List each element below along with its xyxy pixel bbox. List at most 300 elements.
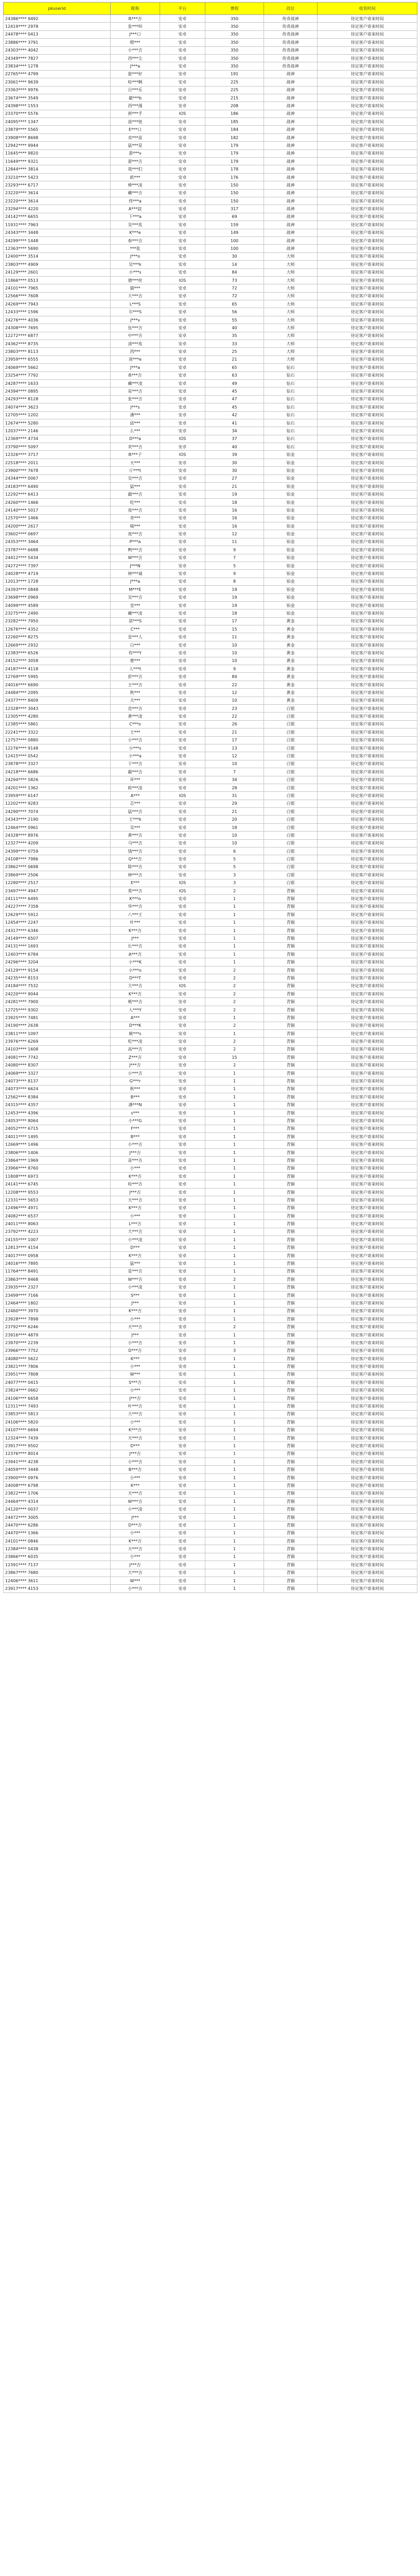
cell-receive-time: 待定客户寄来时间: [318, 570, 417, 578]
cell-receive-time: 待定客户寄来时间: [318, 720, 417, 728]
cell-rank: 青铜: [264, 1529, 318, 1537]
cell-pkuserid: 12326**** 3717: [4, 451, 111, 459]
cell-platform: 安卓: [160, 1109, 205, 1116]
cell-points: 186: [205, 110, 264, 117]
cell-receive-time: 待定客户寄来时间: [318, 887, 417, 894]
cell-pkuserid: 24052**** 6715: [4, 1125, 111, 1132]
cell-platform: 安卓: [160, 1434, 205, 1442]
cell-points: 1: [205, 1569, 264, 1577]
cell-receive-time: 待定客户寄来时间: [318, 1331, 417, 1338]
cell-platform: 安卓: [160, 1379, 205, 1386]
cell-platform: 安卓: [160, 514, 205, 522]
cell-points: 208: [205, 102, 264, 110]
cell-points: 2: [205, 1045, 264, 1053]
cell-receive-time: 待定客户寄来时间: [318, 451, 417, 459]
cell-platform: 安卓: [160, 720, 205, 728]
cell-rank: 白银: [264, 736, 318, 744]
cell-rank: 青铜: [264, 1394, 318, 1402]
cell-receive-time: 待定客户寄来时间: [318, 594, 417, 601]
cell-rank: 白银: [264, 768, 318, 776]
cell-platform: 安卓: [160, 54, 205, 62]
table-row: [4, 839, 417, 847]
cell-platform: 安卓: [160, 1355, 205, 1363]
cell-points: 10: [205, 760, 264, 768]
cell-receive-time: 待定客户寄来时间: [318, 261, 417, 268]
cell-points: 1: [205, 1498, 264, 1505]
cell-receive-time: 待定客户寄来时间: [318, 760, 417, 768]
cell-pkuserid: 24272**** 7397: [4, 562, 111, 569]
cell-platform: 安卓: [160, 1196, 205, 1204]
cell-nickname: 华***吉: [111, 903, 160, 910]
cell-nickname: 范***吉: [111, 704, 160, 712]
cell-rank: 青铜: [264, 1085, 318, 1093]
cell-platform: 安卓: [160, 1410, 205, 1418]
cell-rank: 青铜: [264, 1173, 318, 1180]
cell-nickname: ẞ***子: [111, 451, 160, 459]
cell-nickname: 欧***凌: [111, 784, 160, 791]
cell-nickname: 猛***: [111, 483, 160, 490]
cell-pkuserid: 23941**** 4238: [4, 1458, 111, 1466]
table-row: [4, 1466, 417, 1473]
cell-pkuserid: 23878**** 3327: [4, 760, 111, 768]
cell-rank: 青铜: [264, 1204, 318, 1212]
cell-rank: 战神: [264, 158, 318, 165]
cell-pkuserid: 12376**** 8014: [4, 1450, 111, 1458]
cell-points: 12: [205, 689, 264, 697]
cell-receive-time: 待定客户寄来时间: [318, 189, 417, 197]
cell-pkuserid: 12406**** 3611: [4, 1577, 111, 1584]
cell-pkuserid: 24293**** 8128: [4, 395, 111, 403]
cell-nickname: 藏***吉: [111, 189, 160, 197]
table-row: [4, 1069, 417, 1077]
table-row: [4, 1014, 417, 1022]
cell-nickname: 黄***凌: [111, 713, 160, 720]
table-row: [4, 863, 417, 871]
cell-rank: 白银: [264, 816, 318, 823]
cell-nickname: 小***K: [111, 958, 160, 966]
cell-receive-time: 待定客户寄来时间: [318, 1498, 417, 1505]
cell-points: 179: [205, 142, 264, 149]
cell-platform: 安卓: [160, 1093, 205, 1101]
cell-nickname: D***a: [111, 435, 160, 443]
cell-points: 55: [205, 316, 264, 324]
table-row: [4, 776, 417, 784]
cell-receive-time: 待定客户寄来时间: [318, 498, 417, 506]
cell-receive-time: 待定客户寄来时间: [318, 704, 417, 712]
cell-pkuserid: 23970**** 2239: [4, 1339, 111, 1347]
cell-platform: 安卓: [160, 1188, 205, 1196]
table-row: [4, 1482, 417, 1489]
cell-receive-time: 待定客户寄来时间: [318, 1014, 417, 1022]
table-row: [4, 1077, 417, 1085]
cell-platform: 安卓: [160, 189, 205, 197]
cell-pkuserid: 12369**** 4734: [4, 435, 111, 443]
cell-platform: 安卓: [160, 1585, 205, 1592]
cell-nickname: 霸***吉: [111, 768, 160, 776]
cell-rank: 大师: [264, 340, 318, 348]
cell-points: 5: [205, 562, 264, 569]
table-row: [4, 1323, 417, 1331]
cell-receive-time: 待定客户寄来时间: [318, 1276, 417, 1283]
table-row: [4, 70, 417, 78]
table-row: [4, 1363, 417, 1370]
cell-nickname: C***o: [111, 720, 160, 728]
cell-platform: 安卓: [160, 1505, 205, 1513]
cell-nickname: 八***王: [111, 911, 160, 919]
cell-platform: 安卓: [160, 784, 205, 791]
cell-pkuserid: 12562**** 8384: [4, 1093, 111, 1101]
cell-points: 22: [205, 713, 264, 720]
cell-receive-time: 待定客户寄来时间: [318, 800, 417, 807]
cell-rank: 钻石: [264, 403, 318, 411]
cell-nickname: 你***Y: [111, 649, 160, 657]
table-row: [4, 245, 417, 252]
cell-rank: 青铜: [264, 1426, 318, 1434]
table-row: [4, 419, 417, 427]
cell-receive-time: 待定客户寄来时间: [318, 1006, 417, 1013]
table-row: [4, 1085, 417, 1093]
cell-platform: 安卓: [160, 1022, 205, 1029]
cell-platform: 安卓: [160, 467, 205, 474]
cell-rank: 传奇战神: [264, 30, 318, 38]
cell-platform: IOS: [160, 879, 205, 887]
cell-points: 1: [205, 1148, 264, 1156]
cell-points: 350: [205, 15, 264, 23]
cell-nickname: J***a: [111, 364, 160, 371]
cell-points: 1: [205, 1577, 264, 1584]
table-row: [4, 578, 417, 585]
cell-points: 1: [205, 926, 264, 934]
cell-platform: 安卓: [160, 1450, 205, 1458]
cell-pkuserid: 12453**** 4396: [4, 1109, 111, 1116]
cell-pkuserid: 24362**** 8735: [4, 340, 111, 348]
cell-points: 1: [205, 1331, 264, 1338]
cell-receive-time: 待定客户寄来时间: [318, 546, 417, 554]
cell-receive-time: 待定客户寄来时间: [318, 982, 417, 990]
table-row: [4, 1276, 417, 1283]
table-row: [4, 594, 417, 601]
cell-pkuserid: 12769**** 5995: [4, 673, 111, 681]
cell-platform: 安卓: [160, 1569, 205, 1577]
table-row: [4, 308, 417, 316]
cell-nickname: 黄***吉: [111, 832, 160, 839]
cell-receive-time: 待定客户寄来时间: [318, 649, 417, 657]
cell-points: 225: [205, 86, 264, 94]
cell-pkuserid: 24069**** 3327: [4, 1069, 111, 1077]
cell-nickname: P***a: [111, 538, 160, 546]
cell-nickname: F***: [111, 1125, 160, 1132]
cell-nickname: 藏***凌: [111, 379, 160, 387]
table-row: [4, 1196, 417, 1204]
cell-rank: 黄金: [264, 649, 318, 657]
cell-rank: 战神: [264, 70, 318, 78]
table-row: [4, 1141, 417, 1148]
cell-nickname: J***: [111, 1331, 160, 1338]
cell-receive-time: 待定客户寄来时间: [318, 1545, 417, 1553]
table-row: [4, 86, 417, 94]
cell-pkuserid: 23863**** 8468: [4, 1276, 111, 1283]
table-row: [4, 1260, 417, 1267]
cell-points: 150: [205, 181, 264, 189]
cell-points: 19: [205, 601, 264, 609]
cell-receive-time: 待定客户寄来时间: [318, 1307, 417, 1315]
cell-platform: 安卓: [160, 673, 205, 681]
cell-rank: 战神: [264, 102, 318, 110]
table-row: [4, 133, 417, 141]
cell-platform: 安卓: [160, 1117, 205, 1125]
cell-platform: 安卓: [160, 601, 205, 609]
cell-rank: 黄金: [264, 625, 318, 633]
cell-points: 100: [205, 236, 264, 244]
cell-points: 27: [205, 474, 264, 482]
table-row: [4, 562, 417, 569]
cell-pkuserid: 23867**** 7680: [4, 1569, 111, 1577]
table-row: [4, 1267, 417, 1275]
cell-receive-time: 待定客户寄来时间: [318, 395, 417, 403]
cell-pkuserid: 24349**** 7827: [4, 54, 111, 62]
table-row: [4, 736, 417, 744]
cell-pkuserid: 23254**** 7792: [4, 371, 111, 379]
cell-rank: 青铜: [264, 1267, 318, 1275]
cell-platform: 安卓: [160, 855, 205, 863]
cell-pkuserid: 23976**** 6269: [4, 1038, 111, 1045]
cell-receive-time: 待定客户寄来时间: [318, 514, 417, 522]
cell-nickname: 天***吉: [111, 1545, 160, 1553]
table-row: [4, 110, 417, 117]
cell-platform: 安卓: [160, 863, 205, 871]
cell-receive-time: 待定客户寄来时间: [318, 1553, 417, 1561]
cell-receive-time: 待定客户寄来时间: [318, 443, 417, 451]
cell-nickname: 小***s: [111, 744, 160, 752]
cell-rank: 战神: [264, 149, 318, 157]
cell-rank: 大师: [264, 316, 318, 324]
cell-nickname: 嗯***: [111, 39, 160, 46]
table-row: [4, 1347, 417, 1354]
table-row: [4, 1212, 417, 1219]
table-row: [4, 641, 417, 649]
cell-rank: 青铜: [264, 1299, 318, 1307]
cell-nickname: 彭***吉: [111, 673, 160, 681]
cell-nickname: 小***: [111, 1212, 160, 1219]
cell-rank: 青铜: [264, 1561, 318, 1569]
cell-points: 1: [205, 1212, 264, 1219]
cell-rank: 青铜: [264, 1577, 318, 1584]
cell-nickname: J***: [111, 1299, 160, 1307]
cell-nickname: 星***人: [111, 633, 160, 641]
cell-platform: 安卓: [160, 1545, 205, 1553]
cell-rank: 青铜: [264, 1236, 318, 1244]
cell-platform: 安卓: [160, 1173, 205, 1180]
cell-nickname: 大***吉: [111, 1410, 160, 1418]
cell-receive-time: 待定客户寄来时间: [318, 586, 417, 594]
cell-points: 1: [205, 1402, 264, 1410]
table-row: [4, 1505, 417, 1513]
cell-nickname: L***S: [111, 300, 160, 308]
table-row: [4, 1173, 417, 1180]
table-row: [4, 633, 417, 641]
header-pkuserid: pkuserid: [4, 3, 111, 15]
cell-pkuserid: 24294**** 5826: [4, 776, 111, 784]
cell-platform: 安卓: [160, 911, 205, 919]
cell-points: 72: [205, 284, 264, 292]
table-row: [4, 292, 417, 300]
cell-points: 65: [205, 300, 264, 308]
cell-rank: 青铜: [264, 1307, 318, 1315]
cell-nickname: S***: [111, 1291, 160, 1299]
cell-platform: 安卓: [160, 641, 205, 649]
cell-nickname: J***吉: [111, 1450, 160, 1458]
cell-points: 21: [205, 483, 264, 490]
table-row: [4, 23, 417, 30]
cell-points: 17: [205, 617, 264, 625]
cell-platform: 安卓: [160, 118, 205, 126]
cell-points: 37: [205, 435, 264, 443]
cell-receive-time: 待定客户寄来时间: [318, 1450, 417, 1458]
cell-rank: 钻石: [264, 435, 318, 443]
cell-rank: 青铜: [264, 1450, 318, 1458]
table-row: [4, 1561, 417, 1569]
cell-pkuserid: 24152**** 3058: [4, 657, 111, 665]
table-row: [4, 974, 417, 982]
table-row: [4, 1291, 417, 1299]
table-row: [4, 1045, 417, 1053]
cell-platform: 安卓: [160, 752, 205, 760]
cell-points: 1: [205, 1450, 264, 1458]
cell-points: 1: [205, 1585, 264, 1592]
cell-points: 1: [205, 1030, 264, 1038]
cell-rank: 黄金: [264, 681, 318, 688]
cell-pkuserid: 23811**** 1097: [4, 1030, 111, 1038]
cell-platform: 安卓: [160, 1426, 205, 1434]
cell-rank: 大师: [264, 332, 318, 340]
cell-nickname: 小***: [111, 1473, 160, 1481]
cell-receive-time: 待定客户寄来时间: [318, 848, 417, 855]
cell-rank: 青铜: [264, 1212, 318, 1219]
table-row: [4, 657, 417, 665]
cell-pkuserid: 24059**** 3448: [4, 1466, 111, 1473]
cell-rank: 战神: [264, 229, 318, 236]
cell-platform: IOS: [160, 792, 205, 800]
cell-nickname: 潘***N: [111, 1101, 160, 1109]
cell-platform: IOS: [160, 110, 205, 117]
cell-points: 1: [205, 958, 264, 966]
table-row: [4, 1577, 417, 1584]
cell-receive-time: 待定客户寄来时间: [318, 990, 417, 998]
cell-pkuserid: 24074**** 3623: [4, 403, 111, 411]
cell-rank: 大师: [264, 308, 318, 316]
cell-nickname: 欢***吉: [111, 443, 160, 451]
cell-points: 10: [205, 641, 264, 649]
cell-pkuserid: 24290**** 7074: [4, 808, 111, 816]
cell-nickname: 曹***: [111, 657, 160, 665]
cell-nickname: 张***吉: [111, 395, 160, 403]
cell-pkuserid: 11931**** 7963: [4, 221, 111, 229]
table-row: [4, 649, 417, 657]
cell-platform: 安卓: [160, 1228, 205, 1235]
cell-pkuserid: 23853**** 5813: [4, 1410, 111, 1418]
cell-rank: 青铜: [264, 1537, 318, 1545]
table-row: [4, 94, 417, 101]
cell-nickname: K***吉: [111, 1307, 160, 1315]
cell-points: 40: [205, 443, 264, 451]
cell-rank: 青铜: [264, 1276, 318, 1283]
cell-receive-time: 待定客户寄来时间: [318, 538, 417, 546]
cell-platform: 安卓: [160, 1244, 205, 1251]
cell-points: 6: [205, 848, 264, 855]
cell-points: 2: [205, 998, 264, 1006]
cell-nickname: 于***吉: [111, 760, 160, 768]
cell-platform: 安卓: [160, 213, 205, 221]
cell-receive-time: 待定客户寄来时间: [318, 1148, 417, 1156]
table-row: [4, 895, 417, 903]
cell-points: 1: [205, 1133, 264, 1141]
cell-nickname: K***: [111, 1355, 160, 1363]
cell-points: 13: [205, 744, 264, 752]
cell-nickname: 大***吉: [111, 982, 160, 990]
cell-platform: 安卓: [160, 1148, 205, 1156]
cell-nickname: K***吉: [111, 1204, 160, 1212]
cell-platform: 安卓: [160, 832, 205, 839]
table-row: [4, 784, 417, 791]
cell-points: 18: [205, 823, 264, 831]
cell-platform: 安卓: [160, 713, 205, 720]
cell-platform: 安卓: [160, 94, 205, 101]
cell-receive-time: 待定客户寄来时间: [318, 1489, 417, 1497]
cell-platform: 安卓: [160, 205, 205, 213]
cell-pkuserid: 24343**** 2190: [4, 816, 111, 823]
cell-points: 2: [205, 1061, 264, 1069]
cell-receive-time: 待定客户寄来时间: [318, 879, 417, 887]
cell-receive-time: 待定客户寄来时间: [318, 1283, 417, 1291]
cell-platform: 安卓: [160, 919, 205, 926]
cell-points: 1: [205, 1236, 264, 1244]
cell-rank: 白银: [264, 728, 318, 736]
cell-points: 84: [205, 268, 264, 276]
cell-platform: 安卓: [160, 839, 205, 847]
cell-pkuserid: 24220**** 9044: [4, 990, 111, 998]
cell-pkuserid: 23787**** 6688: [4, 546, 111, 554]
cell-rank: 青铜: [264, 1045, 318, 1053]
cell-pkuserid: 24287**** 1633: [4, 379, 111, 387]
cell-points: 47: [205, 395, 264, 403]
cell-pkuserid: 23061**** 9639: [4, 78, 111, 86]
table-row: [4, 498, 417, 506]
cell-receive-time: 待定客户寄来时间: [318, 86, 417, 94]
cell-pkuserid: 12276**** 9148: [4, 744, 111, 752]
cell-points: 73: [205, 276, 264, 284]
cell-points: 1: [205, 1553, 264, 1561]
cell-points: 1: [205, 1117, 264, 1125]
cell-rank: 传奇战神: [264, 46, 318, 54]
cell-pkuserid: 24412**** 5434: [4, 554, 111, 562]
cell-rank: 青铜: [264, 1006, 318, 1013]
cell-nickname: 邱***: [111, 419, 160, 427]
cell-receive-time: 待定客户寄来时间: [318, 23, 417, 30]
cell-pkuserid: 24472**** 3005: [4, 1513, 111, 1521]
cell-receive-time: 待定客户寄来时间: [318, 657, 417, 665]
cell-platform: 安卓: [160, 308, 205, 316]
cell-rank: 铂金: [264, 483, 318, 490]
cell-platform: 安卓: [160, 490, 205, 498]
cell-platform: 安卓: [160, 1125, 205, 1132]
table-row: [4, 1394, 417, 1402]
cell-receive-time: 待定客户寄来时间: [318, 1339, 417, 1347]
cell-nickname: 小***: [111, 1386, 160, 1394]
cell-points: 21: [205, 355, 264, 363]
cell-points: 16: [205, 522, 264, 530]
cell-receive-time: 待定客户寄来时间: [318, 951, 417, 958]
table-row: [4, 395, 417, 403]
